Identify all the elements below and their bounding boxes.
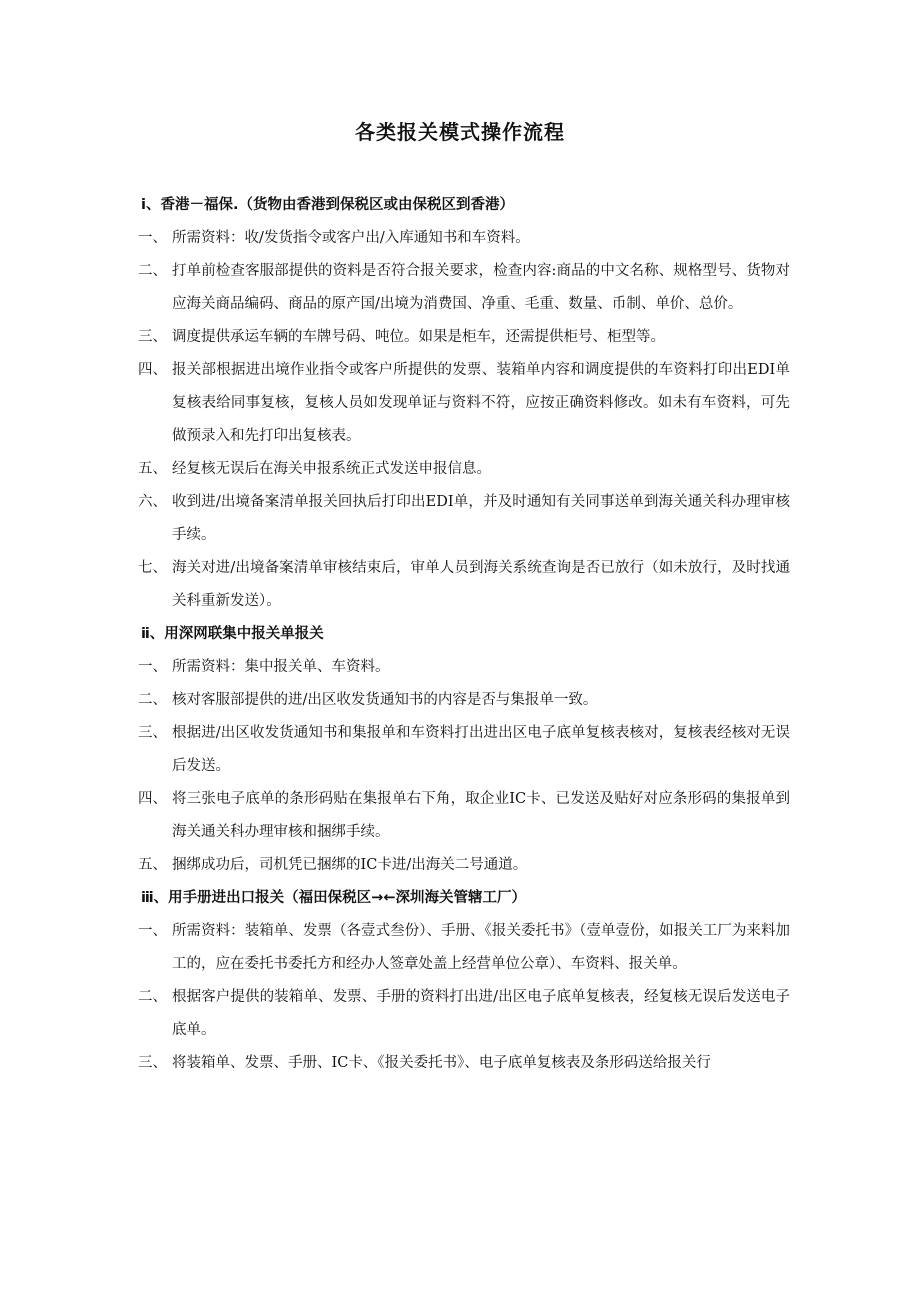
- list-item-text: 根据进/出区收发货通知书和集报单和车资料打出进出区电子底单复核表核对，复核表经核对无误后发送。: [172, 725, 790, 774]
- list-item: [138, 222, 790, 255]
- list-item-number: 三、: [138, 1055, 167, 1071]
- list-item-number: 一、: [138, 230, 167, 246]
- list-item: [138, 321, 790, 354]
- list-item-number: 三、: [138, 329, 167, 345]
- list-item-text: 海关对进/出境备案清单审核结束后，审单人员到海关系统查询是否已放行（如未放行，及时找通关科重新发送）。: [172, 560, 790, 609]
- list-item-text: 所需资料：收/发货指令或客户出/入库通知书和车资料。: [172, 230, 530, 246]
- list-item-text: 所需资料：集中报关单、车资料。: [172, 659, 390, 675]
- list-item-number: 四、: [138, 362, 167, 378]
- list-item: [138, 255, 790, 321]
- list-item-text: 经复核无误后在海关申报系统正式发送申报信息。: [172, 461, 491, 477]
- list-item-text: 将装箱单、发票、手册、IC卡、《报关委托书》、电子底单复核表及条形码送给报关行: [172, 1055, 711, 1071]
- list-item-number: 五、: [138, 857, 167, 873]
- list-item-text: 报关部根据进出境作业指令或客户所提供的发票、装箱单内容和调度提供的车资料打印出EDI单复核表给同事复核，复核人员如发现单证与资料不符，应按正确资料修改。如未有车资料，可先做预录入和先打印出复核表。: [172, 362, 790, 444]
- list-item-text: 将三张电子底单的条形码贴在集报单右下角，取企业IC卡、已发送及贴好对应条形码的集报单到海关通关科办理审核和捆绑手续。: [172, 791, 790, 840]
- list-item: [138, 849, 790, 882]
- list-item: [138, 783, 790, 849]
- list-item: [138, 981, 790, 1047]
- list-item: [138, 453, 790, 486]
- list-item: [138, 915, 790, 981]
- section-heading: ⅰ、香港－福保.（货物由香港到保税区或由保税区到香港）: [141, 197, 514, 213]
- list-item-text: 核对客服部提供的进/出区收发货通知书的内容是否与集报单一致。: [172, 692, 598, 708]
- list-item-number: 三、: [138, 725, 167, 741]
- list-item: [138, 651, 790, 684]
- list-item-number: 一、: [138, 659, 167, 675]
- list-item: [138, 1047, 790, 1080]
- section-heading: ⅲ、用手册进出口报关（福田保税区→←深圳海关管辖工厂）: [141, 890, 526, 906]
- section-heading: ⅱ、用深网联集中报关单报关: [141, 626, 324, 642]
- list-item-text: 捆绑成功后，司机凭已捆绑的IC卡进/出海关二号通道。: [172, 857, 528, 873]
- list-item-number: 二、: [138, 263, 167, 279]
- list-item-text: 调度提供承运车辆的车牌号码、吨位。如果是柜车，还需提供柜号、柜型等。: [172, 329, 665, 345]
- list-item-number: 二、: [138, 692, 167, 708]
- list-item-text: 打单前检查客服部提供的资料是否符合报关要求，检查内容:商品的中文名称、规格型号、货物对应海关商品编码、商品的原产国/出境为消费国、净重、毛重、数量、币制、单价、总价。: [172, 263, 790, 312]
- list-item-text: 根据客户提供的装箱单、发票、手册的资料打出进/出区电子底单复核表，经复核无误后发送电子底单。: [172, 989, 790, 1038]
- list-item: [138, 717, 790, 783]
- list-item-text: 所需资料：装箱单、发票（各壹式叁份）、手册、《报关委托书》（壹单壹份，如报关工厂为来料加工的，应在委托书委托方和经办人签章处盖上经营单位公章）、车资料、报关单。: [172, 923, 790, 972]
- list-item-number: 一、: [138, 923, 167, 939]
- list-item: [138, 684, 790, 717]
- document-body: [138, 189, 790, 1080]
- list-item: [138, 486, 790, 552]
- list-item-number: 五、: [138, 461, 167, 477]
- document-title: 各类报关模式操作流程: [355, 120, 565, 144]
- list-item-number: 二、: [138, 989, 167, 1005]
- list-item-number: 六、: [138, 494, 167, 510]
- list-item: [138, 354, 790, 453]
- list-item-text: 收到进/出境备案清单报关回执后打印出EDI单，并及时通知有关同事送单到海关通关科办理审核手续。: [172, 494, 790, 543]
- list-item: [138, 552, 790, 618]
- list-item-number: 七、: [138, 560, 167, 576]
- list-item-number: 四、: [138, 791, 167, 807]
